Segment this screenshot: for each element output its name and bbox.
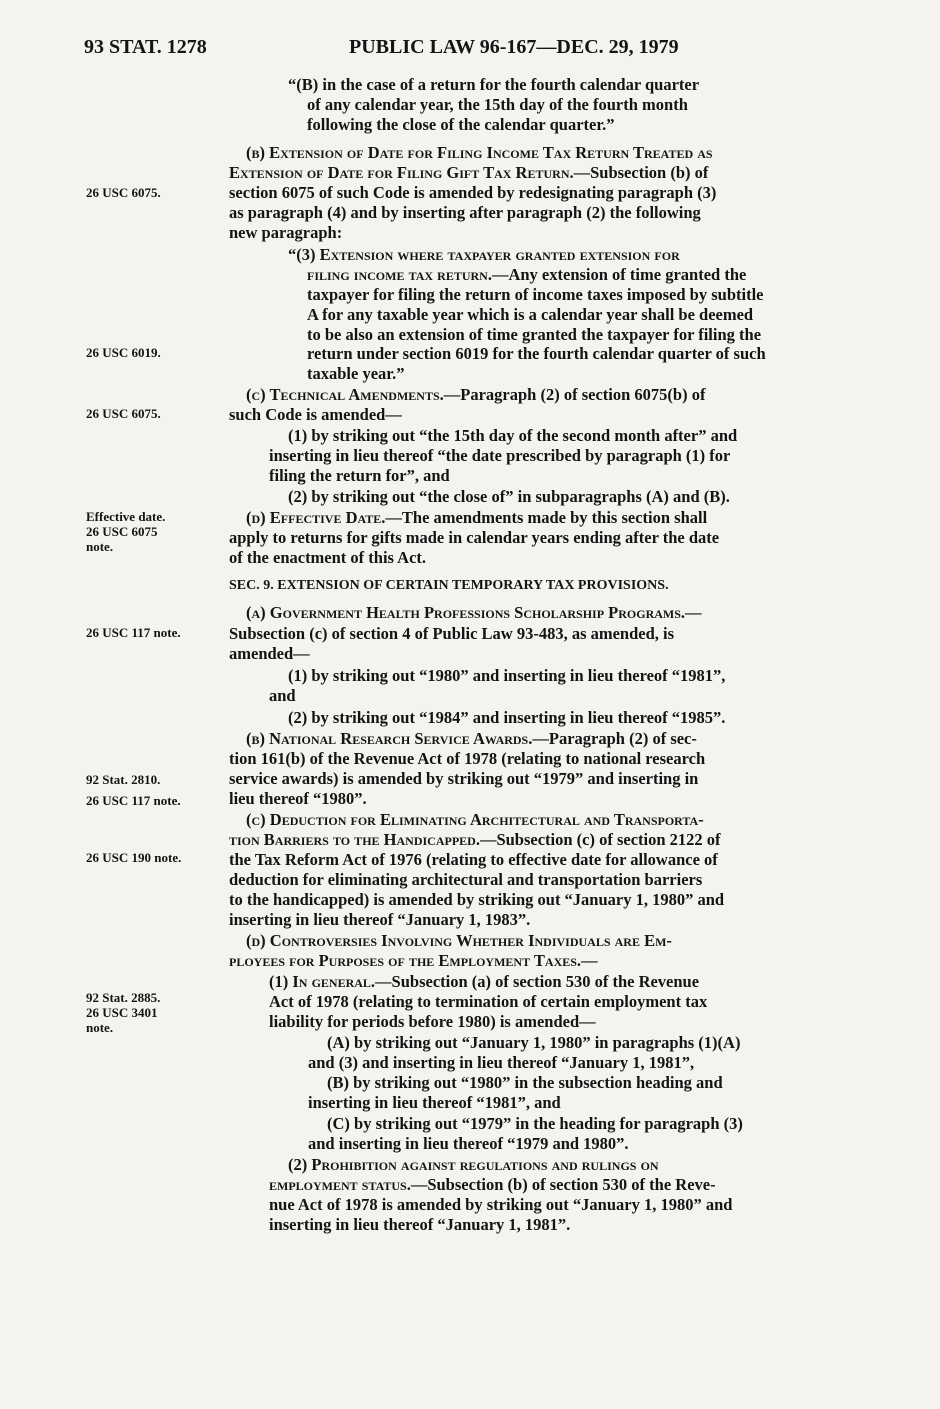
text-run: —Subsection (c) of section 2122 of (479, 830, 721, 849)
text-run: —Subsection (a) of section 530 of the Revenue (375, 972, 700, 991)
margin-note: 26 USC 190 note. (86, 850, 182, 865)
text-run: —Subsection (b) of (573, 163, 709, 182)
text-line: amended— (229, 644, 310, 663)
text-line: inserting in lieu thereof “1981”, and (308, 1093, 561, 1112)
text-line: tion 161(b) of the Revenue Act of 1978 (relating to national research (229, 749, 706, 768)
margin-note: 26 USC 6075. (86, 406, 161, 421)
text-line: new paragraph: (229, 223, 343, 242)
paragraph-heading: filing income tax return. (307, 265, 492, 284)
text-run: —The amendments made by this section shall (385, 508, 708, 527)
text-line: (2) by striking out “1984” and inserting in lieu thereof “1985”. (288, 708, 726, 727)
text-line: filing the return for”, and (269, 466, 450, 485)
text-line: nue Act of 1978 is amended by striking out “January 1, 1980” and (269, 1195, 733, 1214)
margin-note: 92 Stat. 2885. (86, 990, 161, 1005)
margin-note: 26 USC 6075 (86, 524, 158, 539)
paragraph-heading: “(3) Extension where taxpayer granted extension for (288, 245, 680, 264)
margin-note: note. (86, 1020, 114, 1035)
margin-note: 26 USC 117 note. (86, 793, 181, 808)
text-run: — (685, 603, 702, 622)
text-line: taxable year.” (307, 364, 405, 383)
text-line: (B) by striking out “1980” in the subsection heading and (327, 1073, 723, 1092)
text-line: (2) by striking out “the close of” in subparagraphs (A) and (B). (288, 487, 730, 506)
margin-note: 26 USC 6075. (86, 185, 161, 200)
margin-note: 26 USC 3401 (86, 1005, 158, 1020)
text-line: such Code is amended— (229, 405, 402, 424)
text-line: (A) by striking out “January 1, 1980” in paragraphs (1)(A) (327, 1033, 741, 1052)
text-line: to the handicapped) is amended by striking out “January 1, 1980” and (229, 890, 725, 909)
text-run: — (581, 951, 598, 970)
law-citation-title: PUBLIC LAW 96-167—DEC. 29, 1979 (349, 36, 679, 58)
text-line: the Tax Reform Act of 1976 (relating to effective date for allowance of (229, 850, 718, 869)
subsection-heading: (c) Deduction for Eliminating Architectural and Transporta- (246, 810, 704, 829)
text-line: and inserting in lieu thereof “1979 and 1980”. (308, 1134, 629, 1153)
page-header (84, 36, 864, 60)
text-line: to be also an extension of time granted the taxpayer for filing the (307, 325, 762, 344)
text-line: return under section 6019 for the fourth calendar quarter of such (307, 344, 766, 363)
margin-note: 92 Stat. 2810. (86, 772, 161, 787)
text-run: —Subsection (b) of section 530 of the Reve- (410, 1175, 716, 1194)
text-line: taxpayer for filing the return of income taxes imposed by subtitle (307, 285, 764, 304)
subsection-heading: ployees for Purposes of the Employment Taxes. (229, 951, 582, 970)
text-line: and (269, 686, 296, 705)
text-line: inserting in lieu thereof “the date prescribed by paragraph (1) for (269, 446, 731, 465)
text-line: “(B) in the case of a return for the fourth calendar quarter (288, 75, 700, 94)
subsection-heading: tion Barriers to the Handicapped. (229, 830, 480, 849)
subsection-heading: (c) Technical Amendments. (246, 385, 444, 404)
margin-note: Effective date. (86, 509, 166, 524)
text-line: (1) by striking out “the 15th day of the second month after” and (288, 426, 738, 445)
paragraph-heading: (1) In general. (269, 972, 376, 991)
text-line: service awards) is amended by striking out “1979” and inserting in (229, 769, 699, 788)
subsection-heading: (b) National Research Service Awards. (246, 729, 533, 748)
text-line: inserting in lieu thereof “January 1, 1981”. (269, 1215, 571, 1234)
text-line: Act of 1978 (relating to termination of certain employment tax (269, 992, 708, 1011)
text-line: of the enactment of this Act. (229, 548, 427, 567)
paragraph-heading: employment status. (269, 1175, 411, 1194)
subsection-heading: (d) Controversies Involving Whether Individuals are Em- (246, 931, 672, 950)
margin-note: note. (86, 539, 114, 554)
text-line: (C) by striking out “1979” in the heading for paragraph (3) (327, 1114, 743, 1133)
subsection-heading: (b) Extension of Date for Filing Income Tax Return Treated as (246, 143, 713, 162)
text-line: and (3) and inserting in lieu thereof “January 1, 1981”, (308, 1053, 695, 1072)
margin-note: 26 USC 117 note. (86, 625, 181, 640)
text-run: —Paragraph (2) of section 6075(b) of (443, 385, 706, 404)
text-line: inserting in lieu thereof “January 1, 1983”. (229, 910, 531, 929)
text-line: section 6075 of such Code is amended by redesignating paragraph (3) (229, 183, 717, 202)
subsection-heading: Extension of Date for Filing Gift Tax Return. (229, 163, 574, 182)
text-line: liability for periods before 1980) is amended— (269, 1012, 596, 1031)
text-line: apply to returns for gifts made in calendar years ending after the date (229, 528, 720, 547)
paragraph-heading: (2) Prohibition against regulations and rulings on (288, 1155, 659, 1174)
text-line: as paragraph (4) and by inserting after paragraph (2) the following (229, 203, 701, 222)
section-heading: SEC. 9. EXTENSION OF CERTAIN TEMPORARY TAX PROVISIONS. (229, 578, 669, 593)
stat-page-number: 93 STAT. 1278 (84, 36, 207, 58)
subsection-heading: (a) Government Health Professions Scholarship Programs. (246, 603, 686, 622)
text-line: Subsection (c) of section 4 of Public Law 93-483, as amended, is (229, 624, 675, 643)
text-line: (1) by striking out “1980” and inserting in lieu thereof “1981”, (288, 666, 726, 685)
text-line: of any calendar year, the 15th day of the fourth month (307, 95, 688, 114)
text-line: deduction for eliminating architectural and transportation barriers (229, 870, 703, 889)
margin-note: 26 USC 6019. (86, 345, 161, 360)
text-run: —Any extension of time granted the (491, 265, 747, 284)
subsection-heading: (d) Effective Date. (246, 508, 386, 527)
text-run: —Paragraph (2) of sec- (532, 729, 697, 748)
text-line: A for any taxable year which is a calendar year shall be deemed (307, 305, 754, 324)
text-line: following the close of the calendar quarter.” (307, 115, 615, 134)
text-line: lieu thereof “1980”. (229, 789, 367, 808)
